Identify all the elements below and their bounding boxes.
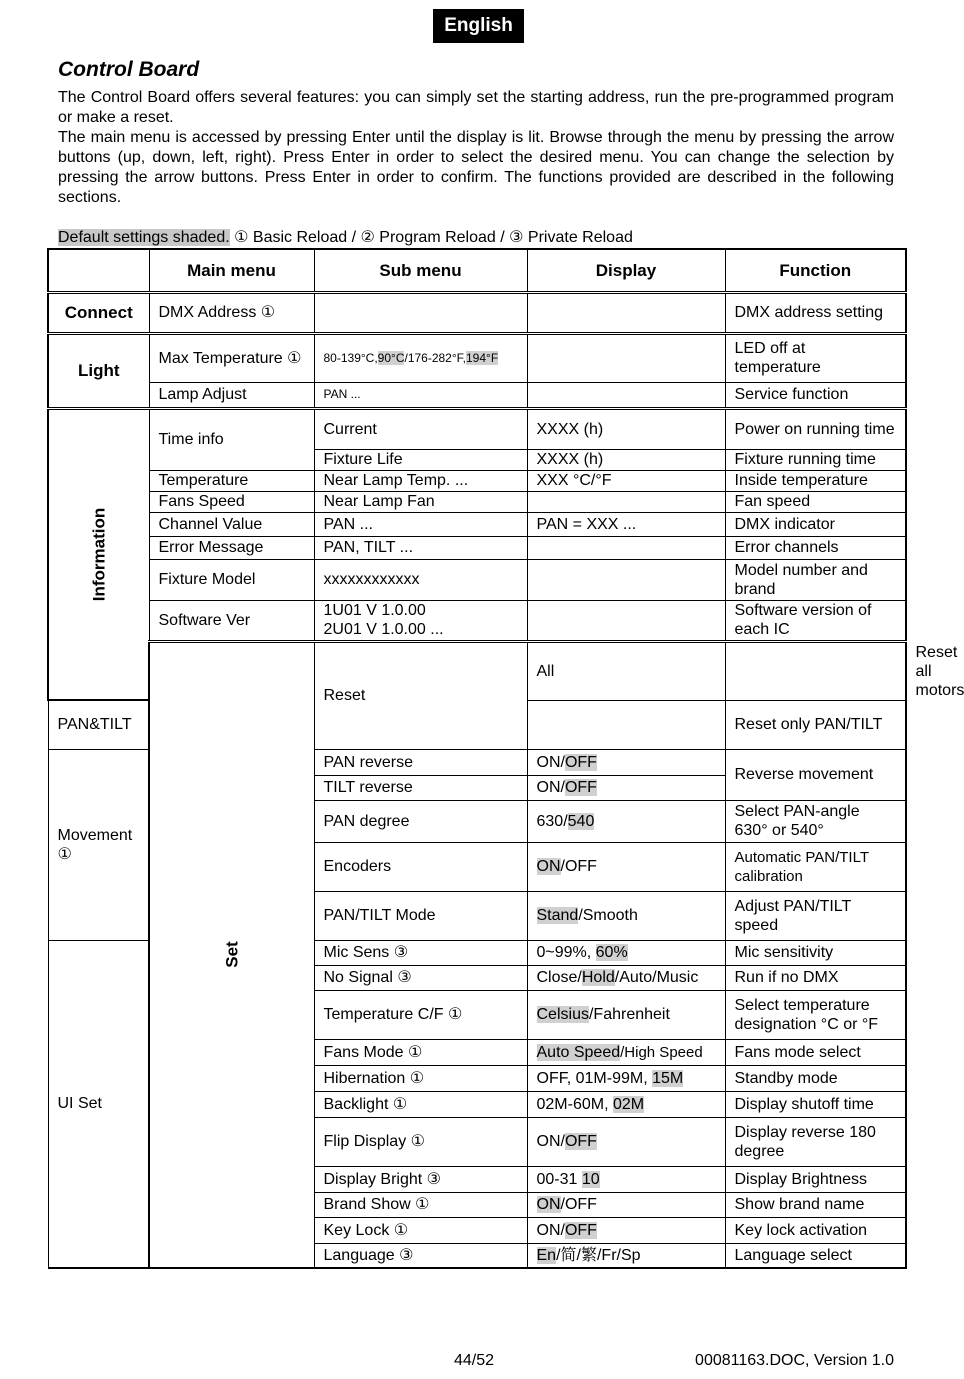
cell-function: Select PAN-angle 630° or 540° — [725, 800, 906, 842]
cell-function: Service function — [725, 382, 906, 408]
cell-function: Automatic PAN/TILT calibration — [725, 842, 906, 891]
cell-display — [527, 700, 725, 749]
intro-text — [58, 88, 894, 208]
cell-display — [527, 1091, 725, 1117]
cell-sub: PAN degree — [314, 800, 527, 842]
cell-main: Temperature — [149, 470, 314, 491]
cell-sub: Key Lock ① — [314, 1217, 527, 1243]
default-value: En — [536, 1246, 557, 1264]
cell-main: Max Temperature ① — [149, 333, 314, 382]
cell-display — [527, 333, 725, 382]
cell-main: DMX Address ① — [149, 292, 314, 333]
display-part: /简/繁/Fr/Sp — [556, 1246, 641, 1264]
cell-display: XXXX (h) — [527, 449, 725, 470]
display-part: 00-31 — [536, 1170, 582, 1188]
cell-function: Inside temperature — [725, 470, 906, 491]
cell-sub: Near Lamp Temp. ... — [314, 470, 527, 491]
display-part: Close/ — [536, 969, 582, 986]
cell-display — [527, 1065, 725, 1091]
reload-legend: ① Basic Reload / ② Program Reload / ③ Private Reload — [229, 229, 633, 246]
cell-function: Fan speed — [725, 491, 906, 512]
shaded-legend: Default settings shaded. — [58, 229, 230, 246]
display-part: /High Speed — [620, 1043, 703, 1061]
cell-sub: Temperature C/F ① — [314, 990, 527, 1039]
cell-display — [527, 775, 725, 800]
cell-main: Fixture Model — [149, 559, 314, 600]
cell-function: Reset only PAN/TILT — [725, 700, 906, 749]
cell-main: Channel Value — [149, 512, 314, 536]
display-part: /OFF — [560, 1196, 597, 1213]
cell-main: Movement ① — [48, 749, 149, 940]
cell-display: XXXX (h) — [527, 408, 725, 449]
language-badge: English — [433, 9, 524, 43]
cell-sub: Near Lamp Fan — [314, 491, 527, 512]
cell-sub: Fixture Life — [314, 449, 527, 470]
display-part: /Fahrenheit — [588, 1006, 670, 1023]
group-information-label: Information — [89, 507, 108, 601]
default-value: 10 — [581, 1170, 600, 1188]
intro-paragraph-2: The main menu is accessed by pressing Enter until the display is lit. Browse through the menu by pressing the arrow buttons (up, down, left, right). Press Enter in order to select the desired menu. You can change the selection by pressing the arrow buttons. Press Enter in order to confirm. The functions provided are described in the following sections. — [58, 129, 894, 206]
cell-function: Key lock activation — [725, 1217, 906, 1243]
document-version: 00081163.DOC, Version 1.0 — [695, 1352, 894, 1369]
group-information — [48, 408, 149, 700]
default-value: Hold — [581, 969, 615, 986]
default-value: OFF — [564, 1221, 597, 1239]
group-light: Light — [48, 333, 149, 408]
cell-main: Software Ver — [149, 600, 314, 641]
cell-main: UI Set — [48, 940, 149, 1268]
defaults-legend — [58, 228, 633, 248]
cell-sub: PAN&TILT — [48, 700, 149, 749]
header-group — [48, 249, 149, 292]
cell-function: Reverse movement — [725, 749, 906, 800]
sub-part: 80-139°C, — [323, 350, 378, 365]
cell-function: Language select — [725, 1243, 906, 1268]
cell-function: Power on running time — [725, 408, 906, 449]
default-value: OFF — [564, 753, 597, 771]
cell-function: LED off at temperature — [725, 333, 906, 382]
cell-display — [527, 1192, 725, 1217]
cell-display — [527, 559, 725, 600]
cell-sub: Encoders — [314, 842, 527, 891]
cell-main: Time info — [149, 408, 314, 470]
cell-sub: No Signal ③ — [314, 965, 527, 990]
cell-display: PAN = XXX ... — [527, 512, 725, 536]
cell-display — [527, 382, 725, 408]
header-sub-menu: Sub menu — [314, 249, 527, 292]
cell-display — [527, 749, 725, 775]
cell-main: Error Message — [149, 536, 314, 559]
display-part: ON/ — [536, 1221, 565, 1239]
cell-function: Show brand name — [725, 1192, 906, 1217]
cell-sub: PAN ... — [314, 512, 527, 536]
cell-display — [527, 536, 725, 559]
cell-function: Display Brightness — [725, 1166, 906, 1192]
table-row — [48, 491, 906, 512]
group-connect: Connect — [48, 292, 149, 333]
cell-sub: TILT reverse — [314, 775, 527, 800]
cell-function: DMX address setting — [725, 292, 906, 333]
cell-display — [527, 842, 725, 891]
default-value: 540 — [567, 812, 595, 830]
cell-sub: xxxxxxxxxxxx — [314, 559, 527, 600]
page-number: 44/52 — [454, 1352, 495, 1369]
menu-table — [47, 248, 964, 1269]
cell-function: Fans mode select — [725, 1039, 906, 1065]
cell-function: Mic sensitivity — [725, 940, 906, 965]
cell-display — [527, 600, 725, 641]
display-part: 0~99%, — [536, 944, 596, 961]
table-row — [48, 536, 906, 559]
cell-function: Select temperature designation °C or °F — [725, 990, 906, 1039]
cell-sub: Hibernation ① — [314, 1065, 527, 1091]
display-part: /OFF — [560, 858, 597, 875]
cell-display — [527, 1039, 725, 1065]
table-row — [48, 600, 906, 641]
cell-sub: Fans Mode ① — [314, 1039, 527, 1065]
cell-main: Fans Speed — [149, 491, 314, 512]
cell-display — [527, 965, 725, 990]
cell-display — [527, 292, 725, 333]
cell-main: Reset — [314, 641, 527, 749]
display-part: OFF, 01M-99M, — [536, 1069, 653, 1087]
cell-display — [527, 1243, 725, 1268]
table-row — [48, 382, 906, 408]
cell-display — [527, 1217, 725, 1243]
table-row — [48, 559, 906, 600]
default-value: 15M — [652, 1069, 684, 1087]
default-value: Auto Speed — [536, 1043, 621, 1061]
section-title: Control Board — [58, 58, 200, 81]
table-row — [48, 408, 906, 449]
cell-function: Standby mode — [725, 1065, 906, 1091]
cell-display — [527, 1166, 725, 1192]
default-value: Stand — [536, 907, 579, 924]
cell-display — [527, 990, 725, 1039]
default-value: ON — [536, 1196, 561, 1213]
cell-function: Software version of each IC — [725, 600, 906, 641]
cell-display — [527, 940, 725, 965]
cell-display — [725, 641, 906, 700]
cell-display — [527, 491, 725, 512]
table-row — [48, 333, 906, 382]
group-set — [149, 641, 314, 1268]
cell-sub: Brand Show ① — [314, 1192, 527, 1217]
sub-line: 2U01 V 1.0.00 ... — [323, 621, 444, 638]
table-header-row — [48, 249, 906, 292]
cell-function: Model number and brand — [725, 559, 906, 600]
display-part: ON/ — [536, 779, 565, 796]
cell-function: DMX indicator — [725, 512, 906, 536]
cell-sub — [314, 333, 527, 382]
cell-display: XXX °C/°F — [527, 470, 725, 491]
cell-sub: PAN ... — [314, 382, 527, 408]
display-part: /Smooth — [578, 907, 638, 924]
table-row — [48, 470, 906, 491]
table-row — [48, 292, 906, 333]
default-value: OFF — [564, 1133, 597, 1150]
default-value: 02M — [612, 1095, 645, 1113]
cell-main: Lamp Adjust — [149, 382, 314, 408]
default-value: 60% — [595, 944, 628, 961]
display-part: ON/ — [536, 753, 565, 771]
header-display: Display — [527, 249, 725, 292]
cell-sub: Backlight ① — [314, 1091, 527, 1117]
cell-function: Adjust PAN/TILT speed — [725, 891, 906, 940]
cell-sub: Flip Display ① — [314, 1117, 527, 1166]
cell-sub: PAN, TILT ... — [314, 536, 527, 559]
cell-sub: Language ③ — [314, 1243, 527, 1268]
default-value: Celsius — [536, 1006, 589, 1023]
default-value: ON — [536, 858, 561, 875]
group-set-label: Set — [222, 941, 242, 968]
sub-line: 1U01 V 1.0.00 — [323, 602, 426, 619]
cell-sub: Mic Sens ③ — [314, 940, 527, 965]
header-main-menu: Main menu — [149, 249, 314, 292]
sub-part: /176-282°F, — [404, 350, 466, 365]
default-value: 90°C — [377, 350, 405, 365]
cell-function: Display shutoff time — [725, 1091, 906, 1117]
display-part: 630/ — [536, 812, 568, 830]
display-part: 02M-60M, — [536, 1095, 613, 1113]
cell-sub: All — [527, 641, 725, 700]
cell-function: Run if no DMX — [725, 965, 906, 990]
cell-sub: PAN reverse — [314, 749, 527, 775]
cell-function: Fixture running time — [725, 449, 906, 470]
cell-sub — [314, 600, 527, 641]
intro-paragraph-1: The Control Board offers several features: you can simply set the starting address, run the pre-programmed program or make a reset. — [58, 89, 894, 126]
cell-display — [527, 891, 725, 940]
table-row: Set Reset All Reset all motors — [48, 641, 906, 700]
cell-sub: Display Bright ③ — [314, 1166, 527, 1192]
default-value: 194°F — [466, 350, 499, 365]
cell-display — [527, 800, 725, 842]
header-function: Function — [725, 249, 906, 292]
display-part: ON/ — [536, 1133, 565, 1150]
table-row — [48, 512, 906, 536]
cell-display — [527, 1117, 725, 1166]
cell-sub: Current — [314, 408, 527, 449]
cell-sub: PAN/TILT Mode — [314, 891, 527, 940]
cell-function: Display reverse 180 degree — [725, 1117, 906, 1166]
default-value: OFF — [564, 779, 597, 796]
display-part: /Auto/Music — [614, 969, 699, 986]
cell-function: Error channels — [725, 536, 906, 559]
cell-sub — [314, 292, 527, 333]
